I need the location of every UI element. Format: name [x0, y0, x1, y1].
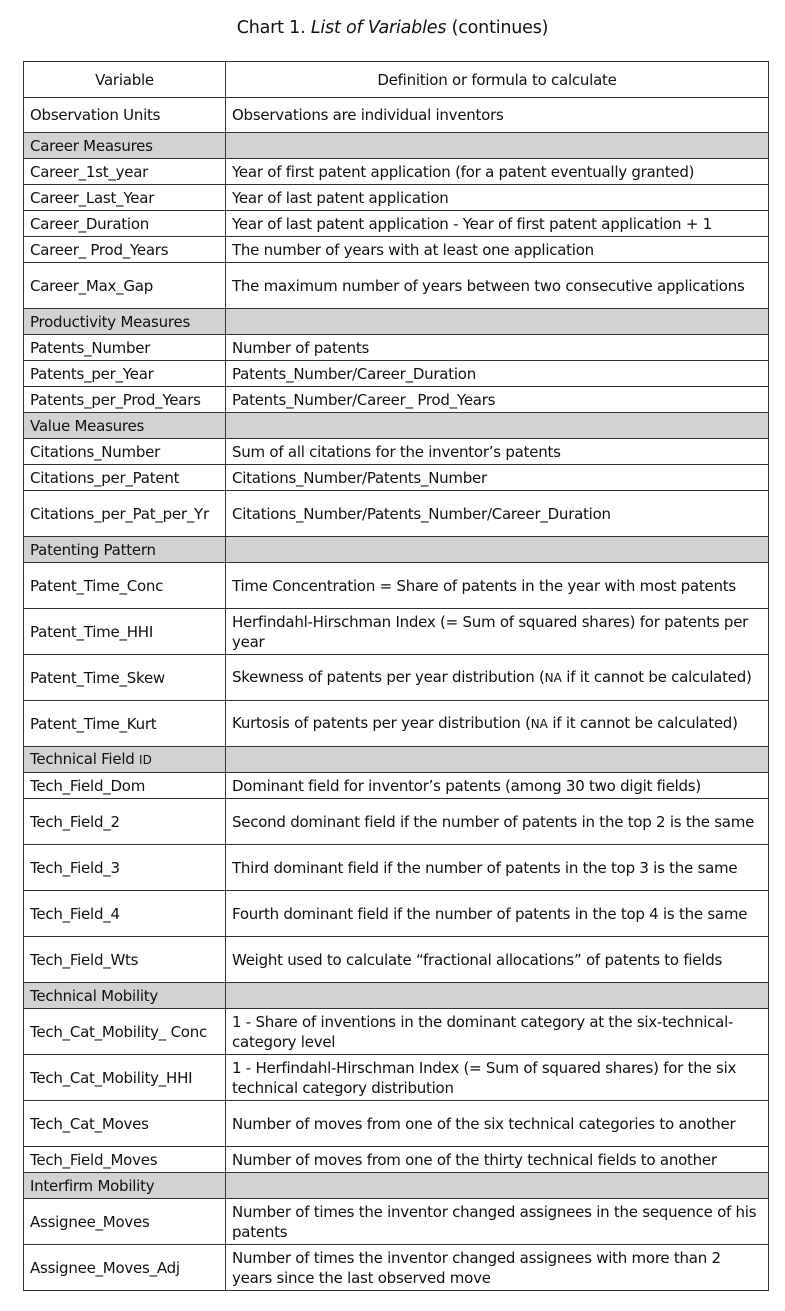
variable-cell: [24, 1009, 226, 1055]
definition-text: Herfindahl-Hirschman Index (= Sum of squared shares) for patents per year: [232, 612, 749, 651]
section-row: [24, 309, 769, 335]
definition-cell: [226, 1101, 769, 1147]
definition-cell: [226, 335, 769, 361]
section-title-cell: [24, 413, 226, 439]
table-row: [24, 845, 769, 891]
definition-text: Fourth dominant field if the number of patents in the top 4 is the same: [232, 904, 748, 923]
variable-name: Career_Duration: [30, 214, 150, 233]
table-row: [24, 335, 769, 361]
table-row: [24, 655, 769, 701]
section-title: Technical Field: [30, 750, 140, 769]
section-empty-cell: [226, 1173, 769, 1199]
definition-text: Second dominant field if the number of patents in the top 2 is the same: [232, 812, 755, 831]
table-row: [24, 1101, 769, 1147]
table-row: [24, 773, 769, 799]
definition-cell: [226, 891, 769, 937]
section-title: Value Measures: [30, 416, 145, 435]
table-row: [24, 159, 769, 185]
definition-text: Kurtosis of patents per year distribution (: [232, 714, 531, 733]
variable-cell: [24, 1199, 226, 1245]
definition-cell: [226, 439, 769, 465]
variable-name: Tech_Cat_Moves: [30, 1114, 149, 1133]
section-row: [24, 983, 769, 1009]
table-row: [24, 701, 769, 747]
variable-name: Citations_per_Pat_per_Yr: [30, 504, 209, 523]
variable-cell: [24, 773, 226, 799]
header-definition: Definition or formula to calculate: [226, 62, 769, 98]
variable-name: Assignee_Moves: [30, 1212, 150, 1231]
table-row: [24, 465, 769, 491]
table-row: [24, 1055, 769, 1101]
variable-cell: [24, 891, 226, 937]
table-row: [24, 1147, 769, 1173]
variable-cell: [24, 491, 226, 537]
variable-cell: [24, 701, 226, 747]
variable-cell: [24, 237, 226, 263]
definition-cell: [226, 387, 769, 413]
variable-name: Career_ Prod_Years: [30, 240, 169, 259]
definition-text-end: if it cannot be calculated): [547, 714, 738, 733]
variable-cell: [24, 563, 226, 609]
variable-cell: [24, 439, 226, 465]
section-row: [24, 747, 769, 773]
definition-text: Dominant field for inventor’s patents (among 30 two digit fields): [232, 776, 701, 795]
definition-cell: [226, 491, 769, 537]
variable-name: Tech_Field_2: [30, 812, 120, 831]
definition-smallcaps: NA: [544, 671, 562, 686]
definition-cell: [226, 159, 769, 185]
section-row: [24, 413, 769, 439]
table-row: [24, 1199, 769, 1245]
variable-name: Citations_per_Patent: [30, 468, 180, 487]
section-empty-cell: [226, 309, 769, 335]
definition-cell: [226, 1199, 769, 1245]
definition-cell: [226, 773, 769, 799]
variable-name: Patent_Time_Conc: [30, 576, 164, 595]
variable-cell: [24, 655, 226, 701]
variable-name: Observation Units: [30, 106, 161, 125]
section-row: [24, 133, 769, 159]
variable-name: Tech_Cat_Mobility_HHI: [30, 1068, 193, 1087]
section-title-cell: [24, 309, 226, 335]
section-title-cell: [24, 983, 226, 1009]
chart-title: [0, 16, 785, 40]
variable-name: Patent_Time_Kurt: [30, 714, 157, 733]
variable-name: Tech_Field_4: [30, 904, 120, 923]
table-header-row: [24, 62, 769, 98]
section-empty-cell: [226, 413, 769, 439]
definition-text: Year of last patent application: [232, 188, 449, 207]
section-empty-cell: [226, 747, 769, 773]
table-row: [24, 1009, 769, 1055]
table-row: [24, 891, 769, 937]
variable-cell: [24, 98, 226, 133]
table-row: [24, 1245, 769, 1291]
section-row: [24, 1173, 769, 1199]
table-row: [24, 937, 769, 983]
section-empty-cell: [226, 537, 769, 563]
definition-cell: [226, 1009, 769, 1055]
variable-cell: [24, 465, 226, 491]
definition-text: Patents_Number/Career_ Prod_Years: [232, 390, 496, 409]
definition-text: Year of first patent application (for a patent eventually granted): [232, 162, 695, 181]
variable-name: Citations_Number: [30, 442, 161, 461]
variable-cell: [24, 335, 226, 361]
definition-text: Sum of all citations for the inventor’s patents: [232, 442, 561, 461]
variable-cell: [24, 361, 226, 387]
section-title-cell: [24, 747, 226, 773]
definition-text: Number of times the inventor changed assignees with more than 2 years since the last observed move: [232, 1248, 721, 1287]
table-row: [24, 361, 769, 387]
variable-cell: [24, 609, 226, 655]
chart-title-prefix: Chart 1.: [236, 18, 306, 38]
section-title-cell: [24, 133, 226, 159]
definition-cell: [226, 701, 769, 747]
variable-cell: [24, 937, 226, 983]
variable-name: Patents_per_Year: [30, 364, 154, 383]
variable-name: Tech_Field_Dom: [30, 776, 146, 795]
variable-name: Tech_Field_Wts: [30, 950, 139, 969]
variable-cell: [24, 185, 226, 211]
definition-cell: [226, 563, 769, 609]
definition-cell: [226, 1055, 769, 1101]
definition-cell: [226, 655, 769, 701]
section-title-smallcaps: ID: [139, 753, 152, 768]
table-row: [24, 237, 769, 263]
chart-title-suffix: (continues): [451, 18, 549, 38]
section-empty-cell: [226, 983, 769, 1009]
definition-smallcaps: NA: [530, 717, 548, 732]
definition-text: 1 - Herfindahl-Hirschman Index (= Sum of squared shares) for the six technical category distribution: [232, 1058, 737, 1097]
section-title: Technical Mobility: [30, 986, 159, 1005]
variable-name: Patent_Time_Skew: [30, 668, 165, 687]
definition-cell: [226, 1245, 769, 1291]
variable-cell: [24, 211, 226, 237]
definition-cell: [226, 465, 769, 491]
definition-cell: [226, 845, 769, 891]
definition-text: Observations are individual inventors: [232, 106, 504, 125]
definition-text: Patents_Number/Career_Duration: [232, 364, 476, 383]
definition-text: Number of times the inventor changed assignees in the sequence of his patents: [232, 1202, 757, 1241]
variable-name: Career_Last_Year: [30, 188, 155, 207]
table-body: [24, 98, 769, 1291]
definition-text: Citations_Number/Patents_Number/Career_Duration: [232, 504, 611, 523]
section-title: Career Measures: [30, 136, 153, 155]
table-row: [24, 98, 769, 133]
definition-text: Number of patents: [232, 338, 370, 357]
variable-name: Patents_Number: [30, 338, 151, 357]
definition-cell: [226, 361, 769, 387]
variable-name: Career_Max_Gap: [30, 276, 153, 295]
definition-cell: [226, 1147, 769, 1173]
table-row: [24, 185, 769, 211]
table-row: [24, 263, 769, 309]
definition-cell: [226, 237, 769, 263]
definition-cell: [226, 609, 769, 655]
table-row: [24, 387, 769, 413]
header-variable: Variable: [24, 62, 226, 98]
table-row: [24, 491, 769, 537]
variable-name: Patent_Time_HHI: [30, 622, 154, 641]
variable-name: Tech_Field_3: [30, 858, 120, 877]
chart-title-italic: List of Variables: [310, 18, 447, 38]
definition-text: Number of moves from one of the thirty technical fields to another: [232, 1150, 717, 1169]
definition-text: 1 - Share of inventions in the dominant category at the six-technical-category level: [232, 1012, 734, 1051]
definition-text: Year of last patent application - Year of first patent application + 1: [232, 214, 712, 233]
variable-cell: [24, 1101, 226, 1147]
variable-cell: [24, 1055, 226, 1101]
table-row: [24, 211, 769, 237]
section-title: Productivity Measures: [30, 312, 191, 331]
definition-cell: [226, 185, 769, 211]
definition-cell: [226, 799, 769, 845]
variable-cell: [24, 159, 226, 185]
variable-cell: [24, 387, 226, 413]
variable-name: Patents_per_Prod_Years: [30, 390, 201, 409]
variable-cell: [24, 263, 226, 309]
section-row: [24, 537, 769, 563]
table-row: [24, 609, 769, 655]
definition-text: The maximum number of years between two consecutive applications: [232, 276, 745, 295]
section-title-cell: [24, 1173, 226, 1199]
definition-text: Skewness of patents per year distribution (: [232, 668, 545, 687]
definition-cell: [226, 211, 769, 237]
section-title-cell: [24, 537, 226, 563]
table-row: [24, 799, 769, 845]
variable-cell: [24, 799, 226, 845]
variable-cell: [24, 1147, 226, 1173]
variables-table: [23, 61, 769, 1291]
definition-text: The number of years with at least one application: [232, 240, 594, 259]
definition-cell: [226, 937, 769, 983]
definition-text: Number of moves from one of the six technical categories to another: [232, 1114, 736, 1133]
definition-text: Time Concentration = Share of patents in the year with most patents: [232, 576, 736, 595]
table-row: [24, 563, 769, 609]
variable-cell: [24, 1245, 226, 1291]
section-title: Patenting Pattern: [30, 540, 156, 559]
variable-cell: [24, 845, 226, 891]
definition-cell: [226, 263, 769, 309]
variable-name: Tech_Field_Moves: [30, 1150, 158, 1169]
definition-text: Citations_Number/Patents_Number: [232, 468, 487, 487]
variable-name: Career_1st_year: [30, 162, 149, 181]
table-row: [24, 439, 769, 465]
definition-cell: [226, 98, 769, 133]
definition-text-end: if it cannot be calculated): [561, 668, 752, 687]
section-title: Interfirm Mobility: [30, 1176, 155, 1195]
variable-name: Tech_Cat_Mobility_ Conc: [30, 1022, 207, 1041]
definition-text: Weight used to calculate “fractional allocations” of patents to fields: [232, 950, 723, 969]
variable-name: Assignee_Moves_Adj: [30, 1258, 180, 1277]
definition-text: Third dominant field if the number of patents in the top 3 is the same: [232, 858, 738, 877]
section-empty-cell: [226, 133, 769, 159]
